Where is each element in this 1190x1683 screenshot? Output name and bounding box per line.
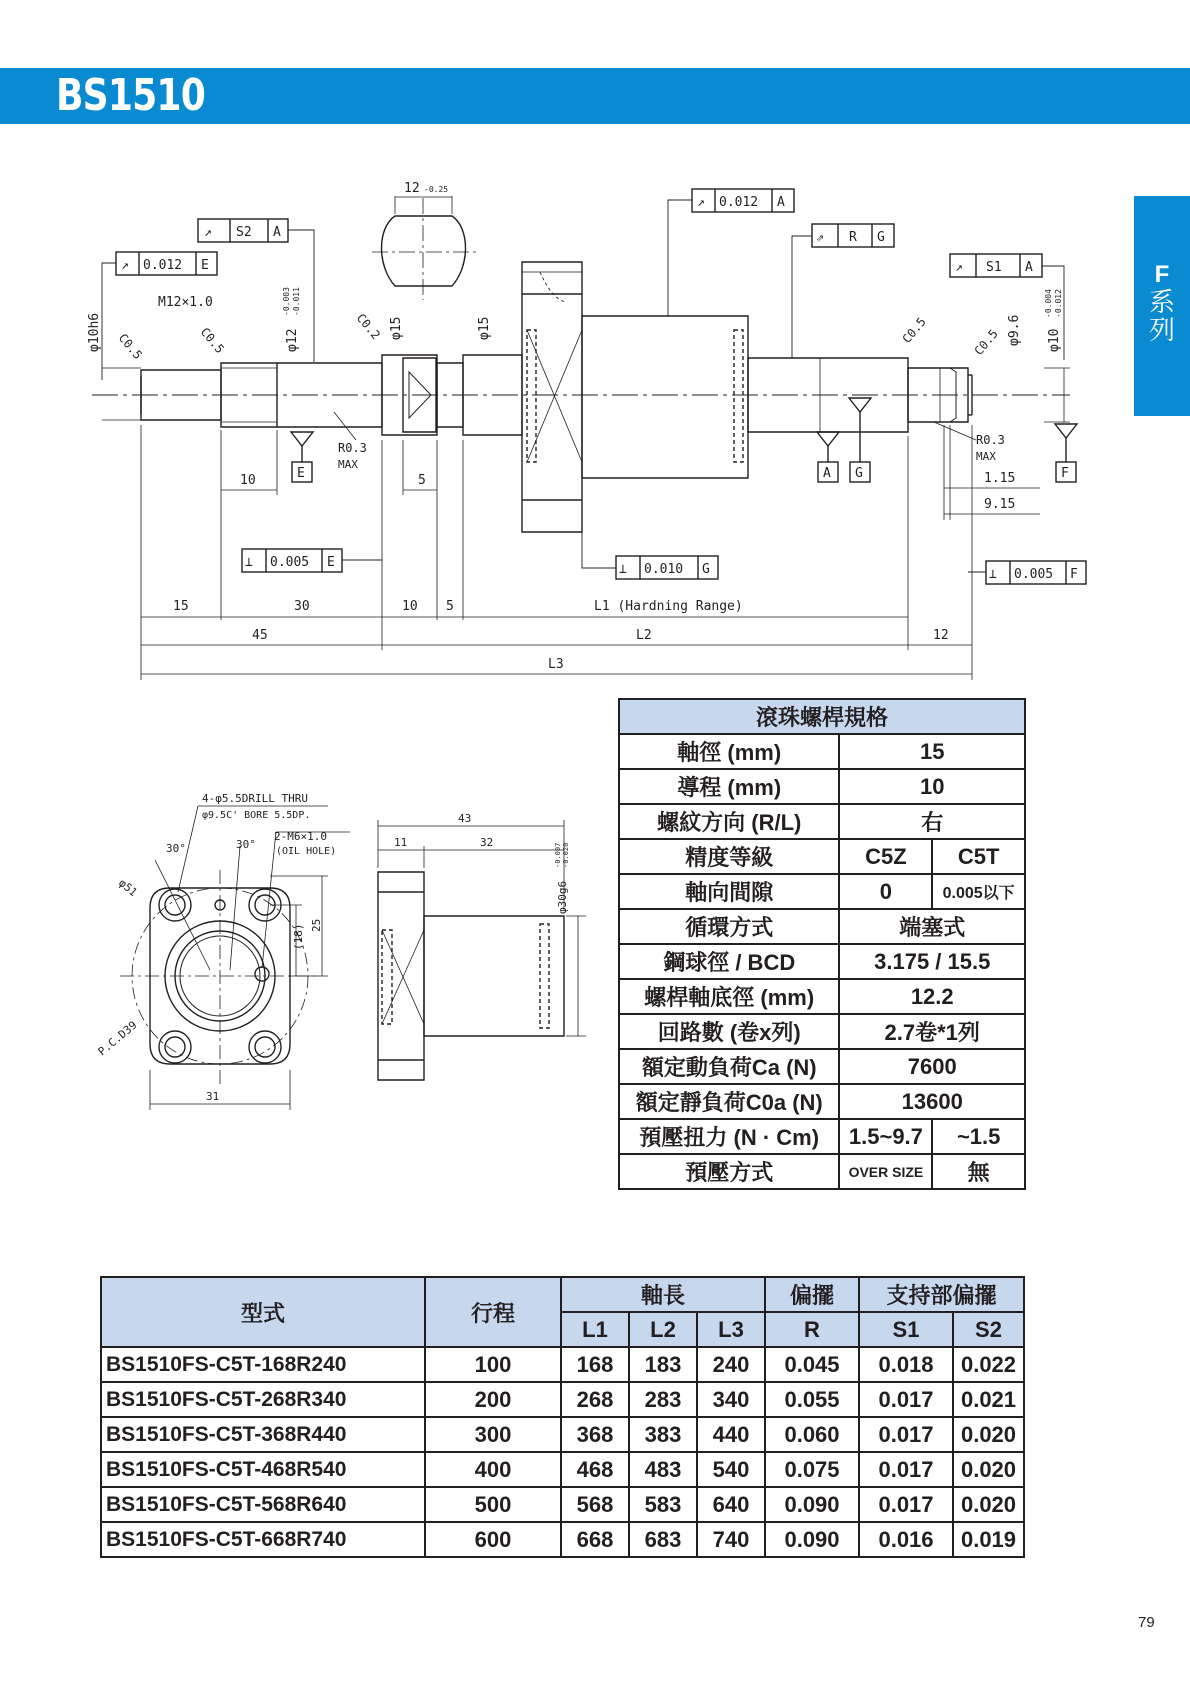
spec-value: ~1.5: [932, 1119, 1025, 1154]
dim-9-15: 9.15: [984, 497, 1016, 512]
cell-l1: 368: [561, 1417, 629, 1452]
cell-l3: 240: [697, 1347, 765, 1382]
len-l2: L2: [636, 628, 652, 643]
cell-s2: 0.020: [953, 1417, 1024, 1452]
cell-r: 0.075: [765, 1452, 859, 1487]
cell-stroke: 100: [425, 1347, 561, 1382]
spec-value: 0: [839, 874, 932, 909]
tol-s1-label: S1: [986, 260, 1002, 275]
angle-2: 30°: [236, 838, 256, 851]
tol-e-datum: E: [201, 258, 209, 273]
max-right: MAX: [976, 450, 996, 463]
svg-text:↗: ↗: [697, 195, 705, 210]
perp-g-datum: G: [702, 562, 710, 577]
spec-value: 無: [932, 1154, 1025, 1189]
tol-top-value: 0.012: [719, 195, 759, 210]
cell-s2: 0.019: [953, 1522, 1024, 1557]
datum-a: A: [823, 466, 831, 481]
len-10: 10: [402, 599, 418, 614]
table-row: [619, 1084, 1025, 1119]
spec-title: 滾珠螺桿規格: [619, 699, 1025, 734]
cell-l3: 740: [697, 1522, 765, 1557]
cell-r: 0.045: [765, 1347, 859, 1382]
dia-10-right: φ10: [1047, 328, 1062, 352]
chamfer-d: C0.5: [899, 314, 929, 346]
header-l1: L1: [561, 1312, 629, 1347]
svg-text:↗: ↗: [121, 258, 129, 273]
cell-stroke: 400: [425, 1452, 561, 1487]
spec-value: 端塞式: [839, 909, 1025, 944]
cell-l3: 440: [697, 1417, 765, 1452]
spec-label: 軸向間隙: [619, 874, 839, 909]
svg-text:⊥: ⊥: [619, 562, 627, 577]
cell-r: 0.090: [765, 1487, 859, 1522]
spec-value: 2.7卷*1列: [839, 1014, 1025, 1049]
cell-stroke: 300: [425, 1417, 561, 1452]
spec-label: 回路數 (卷x列): [619, 1014, 839, 1049]
cell-l1: 568: [561, 1487, 629, 1522]
angle-1: 30°: [166, 842, 186, 855]
dim-43: 43: [458, 812, 472, 825]
max-left: MAX: [338, 458, 358, 471]
cell-model: BS1510FS-C5T-468R540: [101, 1452, 425, 1487]
spec-label: 軸徑 (mm): [619, 734, 839, 769]
dia-9-6: φ9.6: [1007, 314, 1022, 346]
spec-label: 預壓扭力 (N · Cm): [619, 1119, 839, 1154]
spec-value: OVER SIZE: [839, 1154, 932, 1189]
table-row: [101, 1382, 1024, 1417]
cell-s2: 0.021: [953, 1382, 1024, 1417]
nut-drawing: [90, 780, 590, 1120]
cell-model: BS1510FS-C5T-268R340: [101, 1382, 425, 1417]
cell-l3: 640: [697, 1487, 765, 1522]
cell-l2: 683: [629, 1522, 697, 1557]
dim-25: 25: [310, 918, 323, 932]
cell-s1: 0.017: [859, 1417, 953, 1452]
cell-s1: 0.017: [859, 1452, 953, 1487]
header-s2: S2: [953, 1312, 1024, 1347]
spec-value: C5Z: [839, 839, 932, 874]
cell-s1: 0.016: [859, 1522, 953, 1557]
table-row: [619, 909, 1025, 944]
perp-e-datum: E: [327, 555, 335, 570]
tol-top-datum: A: [777, 195, 785, 210]
dim-31: 31: [206, 1090, 220, 1103]
model-table: [100, 1276, 1025, 1558]
table-row: [619, 1049, 1025, 1084]
dia-15-b: φ15: [477, 316, 492, 340]
spec-value: 15: [839, 734, 1025, 769]
cell-l1: 168: [561, 1347, 629, 1382]
header-stroke: 行程: [425, 1277, 561, 1347]
cell-model: BS1510FS-C5T-668R740: [101, 1522, 425, 1557]
shaft-drawing: [0, 160, 1100, 690]
cell-stroke: 500: [425, 1487, 561, 1522]
cell-l3: 540: [697, 1452, 765, 1487]
dim-5: 5: [418, 473, 426, 488]
series-letter: F: [1154, 261, 1170, 288]
cell-l3: 340: [697, 1382, 765, 1417]
spec-value: 3.175 / 15.5: [839, 944, 1025, 979]
cell-r: 0.055: [765, 1382, 859, 1417]
model-title: BS1510: [56, 70, 205, 121]
oil-note: 2-M6×1.0: [274, 830, 327, 843]
series-tab: [1134, 196, 1190, 416]
spec-label: 額定動負荷Ca (N): [619, 1049, 839, 1084]
cell-stroke: 200: [425, 1382, 561, 1417]
cell-s1: 0.017: [859, 1487, 953, 1522]
spec-value: 7600: [839, 1049, 1025, 1084]
cell-l2: 283: [629, 1382, 697, 1417]
header-r: R: [765, 1312, 859, 1347]
table-row: [101, 1452, 1024, 1487]
dia-30: φ30g6: [556, 880, 569, 914]
table-row: [619, 979, 1025, 1014]
len-30: 30: [294, 599, 310, 614]
spec-value: 0.005以下: [932, 874, 1025, 909]
dia-12-tol-lo: -0.011: [292, 287, 301, 316]
len-l3: L3: [548, 657, 564, 672]
datum-g: G: [855, 466, 863, 481]
header-shaft-length: 軸長: [561, 1277, 765, 1312]
cell-l1: 468: [561, 1452, 629, 1487]
len-45: 45: [252, 628, 268, 643]
cell-l2: 583: [629, 1487, 697, 1522]
pcd-label: P.C.D39: [95, 1018, 140, 1059]
header-l3: L3: [697, 1312, 765, 1347]
table-row: [101, 1487, 1024, 1522]
svg-text:↗: ↗: [955, 260, 963, 275]
spec-value: 10: [839, 769, 1025, 804]
table-row: [101, 1347, 1024, 1382]
cell-r: 0.060: [765, 1417, 859, 1452]
len-15: 15: [173, 599, 189, 614]
table-row: [619, 874, 1025, 909]
dia-12-tol-hi: -0.003: [282, 287, 291, 316]
chamfer-e: C0.5: [971, 326, 1001, 358]
cell-s2: 0.020: [953, 1452, 1024, 1487]
cell-model: BS1510FS-C5T-168R240: [101, 1347, 425, 1382]
chamfer-b: C0.5: [197, 324, 228, 357]
datum-f: F: [1061, 466, 1069, 481]
spec-value: 1.5~9.7: [839, 1119, 932, 1154]
len-l1: L1 (Hardning Range): [594, 599, 743, 614]
perp-f-datum: F: [1070, 567, 1078, 582]
len-12: 12: [933, 628, 949, 643]
spec-label: 螺桿軸底徑 (mm): [619, 979, 839, 1014]
spec-value: 13600: [839, 1084, 1025, 1119]
dia-30-tol-hi: -0.007: [554, 842, 562, 868]
radius-left: R0.3: [338, 441, 367, 455]
header-support-runout: 支持部偏擺: [859, 1277, 1024, 1312]
spec-label: 鋼球徑 / BCD: [619, 944, 839, 979]
cell-l2: 383: [629, 1417, 697, 1452]
dia-10-tol-lo: -0.012: [1054, 289, 1063, 318]
cell-l1: 668: [561, 1522, 629, 1557]
radius-right: R0.3: [976, 433, 1005, 447]
table-row: [619, 734, 1025, 769]
dim-18: (18): [292, 923, 305, 950]
tol-rg-g: G: [877, 230, 885, 245]
cell-stroke: 600: [425, 1522, 561, 1557]
cell-s2: 0.020: [953, 1487, 1024, 1522]
tol-s2-datum: A: [273, 225, 281, 240]
tol-rg-r: R: [849, 230, 857, 245]
cell-l1: 268: [561, 1382, 629, 1417]
perp-f-value: 0.005: [1014, 567, 1054, 582]
svg-text:⇗: ⇗: [816, 230, 824, 245]
len-5: 5: [446, 599, 454, 614]
thread-label: M12×1.0: [158, 295, 213, 310]
dim-1-15: 1.15: [984, 471, 1016, 486]
spec-label: 循環方式: [619, 909, 839, 944]
header-s1: S1: [859, 1312, 953, 1347]
header-model: 型式: [101, 1277, 425, 1347]
dim-10: 10: [240, 473, 256, 488]
table-row: [619, 1154, 1025, 1189]
spec-value: 12.2: [839, 979, 1025, 1014]
table-row: [619, 944, 1025, 979]
tol-s2-symbol: ↗: [204, 225, 212, 240]
page-number: 79: [1138, 1614, 1155, 1631]
dim-11: 11: [394, 836, 408, 849]
spec-table: [618, 698, 1026, 1190]
model-header-row: [101, 1277, 1024, 1312]
dim-32: 32: [480, 836, 494, 849]
table-row: [101, 1417, 1024, 1452]
tol-s1-datum: A: [1025, 260, 1033, 275]
cell-s1: 0.017: [859, 1382, 953, 1417]
spec-label: 導程 (mm): [619, 769, 839, 804]
svg-text:⊥: ⊥: [245, 555, 253, 570]
chamfer-c: C0.2: [353, 310, 384, 343]
table-row: [619, 804, 1025, 839]
dia-10h6: φ10h6: [87, 312, 102, 352]
cell-r: 0.090: [765, 1522, 859, 1557]
dia-10-tol-hi: -0.004: [1044, 289, 1053, 318]
tol-e-value: 0.012: [143, 258, 183, 273]
spec-label: 螺紋方向 (R/L): [619, 804, 839, 839]
cell-model: BS1510FS-C5T-568R640: [101, 1487, 425, 1522]
series-word: 系列: [1148, 287, 1175, 345]
cell-s2: 0.022: [953, 1347, 1024, 1382]
spec-label: 額定靜負荷C0a (N): [619, 1084, 839, 1119]
datum-e: E: [297, 466, 305, 481]
svg-text:⊥: ⊥: [989, 567, 997, 582]
table-row: [619, 1014, 1025, 1049]
drill-note: 4-φ5.5DRILL THRU: [202, 792, 308, 805]
spec-value: 右: [839, 804, 1025, 839]
spec-label: 預壓方式: [619, 1154, 839, 1189]
flat-tol: -0.25: [424, 185, 449, 194]
flat-width: 12: [404, 181, 420, 196]
perp-g-value: 0.010: [644, 562, 684, 577]
header-l2: L2: [629, 1312, 697, 1347]
table-row: [619, 839, 1025, 874]
dia-12: φ12: [285, 328, 300, 352]
cell-s1: 0.018: [859, 1347, 953, 1382]
chamfer-a: C0.5: [115, 330, 146, 363]
table-row: [619, 769, 1025, 804]
bore-note: φ9.5C' BORE 5.5DP.: [202, 810, 311, 821]
cell-l2: 483: [629, 1452, 697, 1487]
table-row: [619, 1119, 1025, 1154]
header-runout: 偏擺: [765, 1277, 859, 1312]
oil-hole: (OIL HOLE): [276, 846, 337, 857]
dia-30-tol-lo: -0.020: [562, 842, 570, 868]
dia-51: φ51: [116, 876, 140, 900]
cell-l2: 183: [629, 1347, 697, 1382]
spec-value: C5T: [932, 839, 1025, 874]
tol-s2-label: S2: [236, 225, 252, 240]
table-row: [101, 1522, 1024, 1557]
spec-label: 精度等級: [619, 839, 839, 874]
dia-15-a: φ15: [389, 316, 404, 340]
spec-title-row: [619, 699, 1025, 734]
perp-e-value: 0.005: [270, 555, 310, 570]
cell-model: BS1510FS-C5T-368R440: [101, 1417, 425, 1452]
